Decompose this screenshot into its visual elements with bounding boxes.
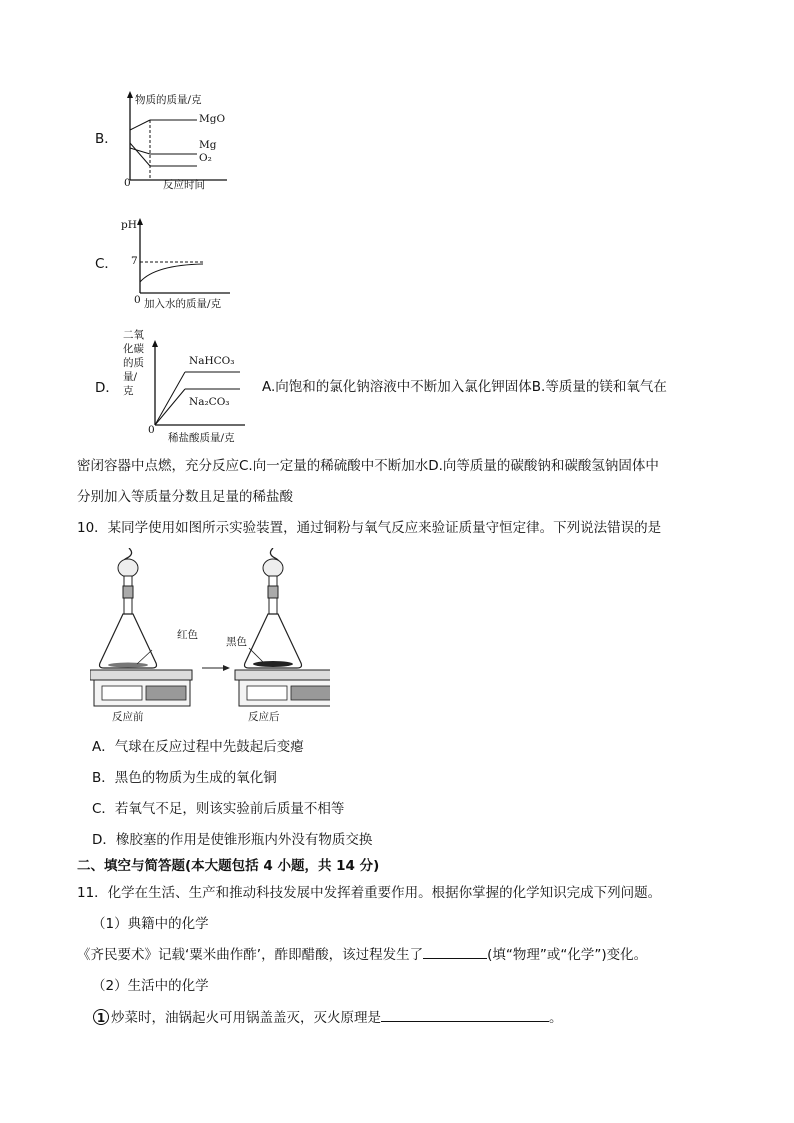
fig-left-caption: 反应前 xyxy=(112,711,144,723)
option-d-ylabel: 二氧 化碳 的质 量/ 克 xyxy=(123,329,144,397)
option-d-origin: 0 xyxy=(148,424,155,436)
option-b-series-mg: Mg xyxy=(199,139,217,151)
q10-stem: 10．某同学使用如图所示实验装置，通过铜粉与氧气反应来验证质量守恒定律。下列说法错误的是 xyxy=(77,520,662,536)
answer-blank-1[interactable] xyxy=(423,944,487,959)
option-c-xlabel: 加入水的质量/克 xyxy=(144,298,222,310)
q9-caption-line2: 密闭容器中点燃，充分反应C.向一定量的稀硫酸中不断加水D.向等质量的碳酸钠和碳酸氢钠固体中 xyxy=(77,458,659,474)
q9-caption-line1: A.向饱和的氯化钠溶液中不断加入氯化钾固体B.等质量的镁和氧气在 xyxy=(262,379,667,395)
option-d-graph xyxy=(140,337,250,432)
option-c-graph xyxy=(125,215,235,300)
option-d-xlabel: 稀盐酸质量/克 xyxy=(168,432,235,444)
option-b-xlabel: 反应时间 xyxy=(163,179,205,191)
option-d-series-nahco3: NaHCO₃ xyxy=(189,355,235,367)
option-d-letter: D． xyxy=(95,380,119,396)
q11-sub1-title: （1）典籍中的化学 xyxy=(92,916,209,932)
answer-blank-2[interactable] xyxy=(381,1007,549,1022)
circled-number: 1 xyxy=(93,1009,109,1025)
fig-left-label: 红色 xyxy=(177,629,198,641)
option-d-series-na2co3: Na₂CO₃ xyxy=(189,396,230,408)
option-c-ylabel: pH xyxy=(121,219,137,231)
option-b-origin: 0 xyxy=(124,177,131,189)
q11-sub1-line: 《齐民要术》记载‘粟米曲作酢’，酢即醋酸，该过程发生了 (填“物理”或“化学”)变化。 xyxy=(77,944,647,965)
apparatus-after xyxy=(235,548,330,706)
q11-stem: 11．化学在生活、生产和推动科技发展中发挥着重要作用。根据你掌握的化学知识完成下列问题。 xyxy=(77,885,662,901)
fig-right-label: 黑色 xyxy=(226,636,247,648)
option-b-series-mgo: MgO xyxy=(199,113,226,125)
option-c-origin: 0 xyxy=(134,294,141,306)
q9-caption-line3: 分别加入等质量分数且足量的稀盐酸 xyxy=(77,489,293,505)
q10-option-d: D．橡胶塞的作用是使锥形瓶内外没有物质交换 xyxy=(92,832,373,848)
q10-option-b: B．黑色的物质为生成的氧化铜 xyxy=(92,770,277,786)
option-b-letter: B． xyxy=(95,131,118,147)
section-title: 二、填空与简答题(本大题包括 4 小题，共 14 分) xyxy=(77,858,380,874)
option-c-letter: C． xyxy=(95,256,118,272)
option-b-ylabel: 物质的质量/克 xyxy=(135,94,202,106)
q10-option-c: C．若氧气不足，则该实验前后质量不相等 xyxy=(92,801,345,817)
q10-option-a: A．气球在反应过程中先鼓起后变瘪 xyxy=(92,739,304,755)
q10-apparatus-figure xyxy=(90,548,330,723)
q11-sub2-line: 1 炒菜时，油锅起火可用锅盖盖灭，灭火原理是 。 xyxy=(93,1007,563,1028)
option-c-seven: 7 xyxy=(131,255,138,267)
fig-right-caption: 反应后 xyxy=(248,711,280,723)
q11-sub2-title: （2）生活中的化学 xyxy=(92,978,209,994)
option-b-series-o2: O₂ xyxy=(199,152,212,164)
